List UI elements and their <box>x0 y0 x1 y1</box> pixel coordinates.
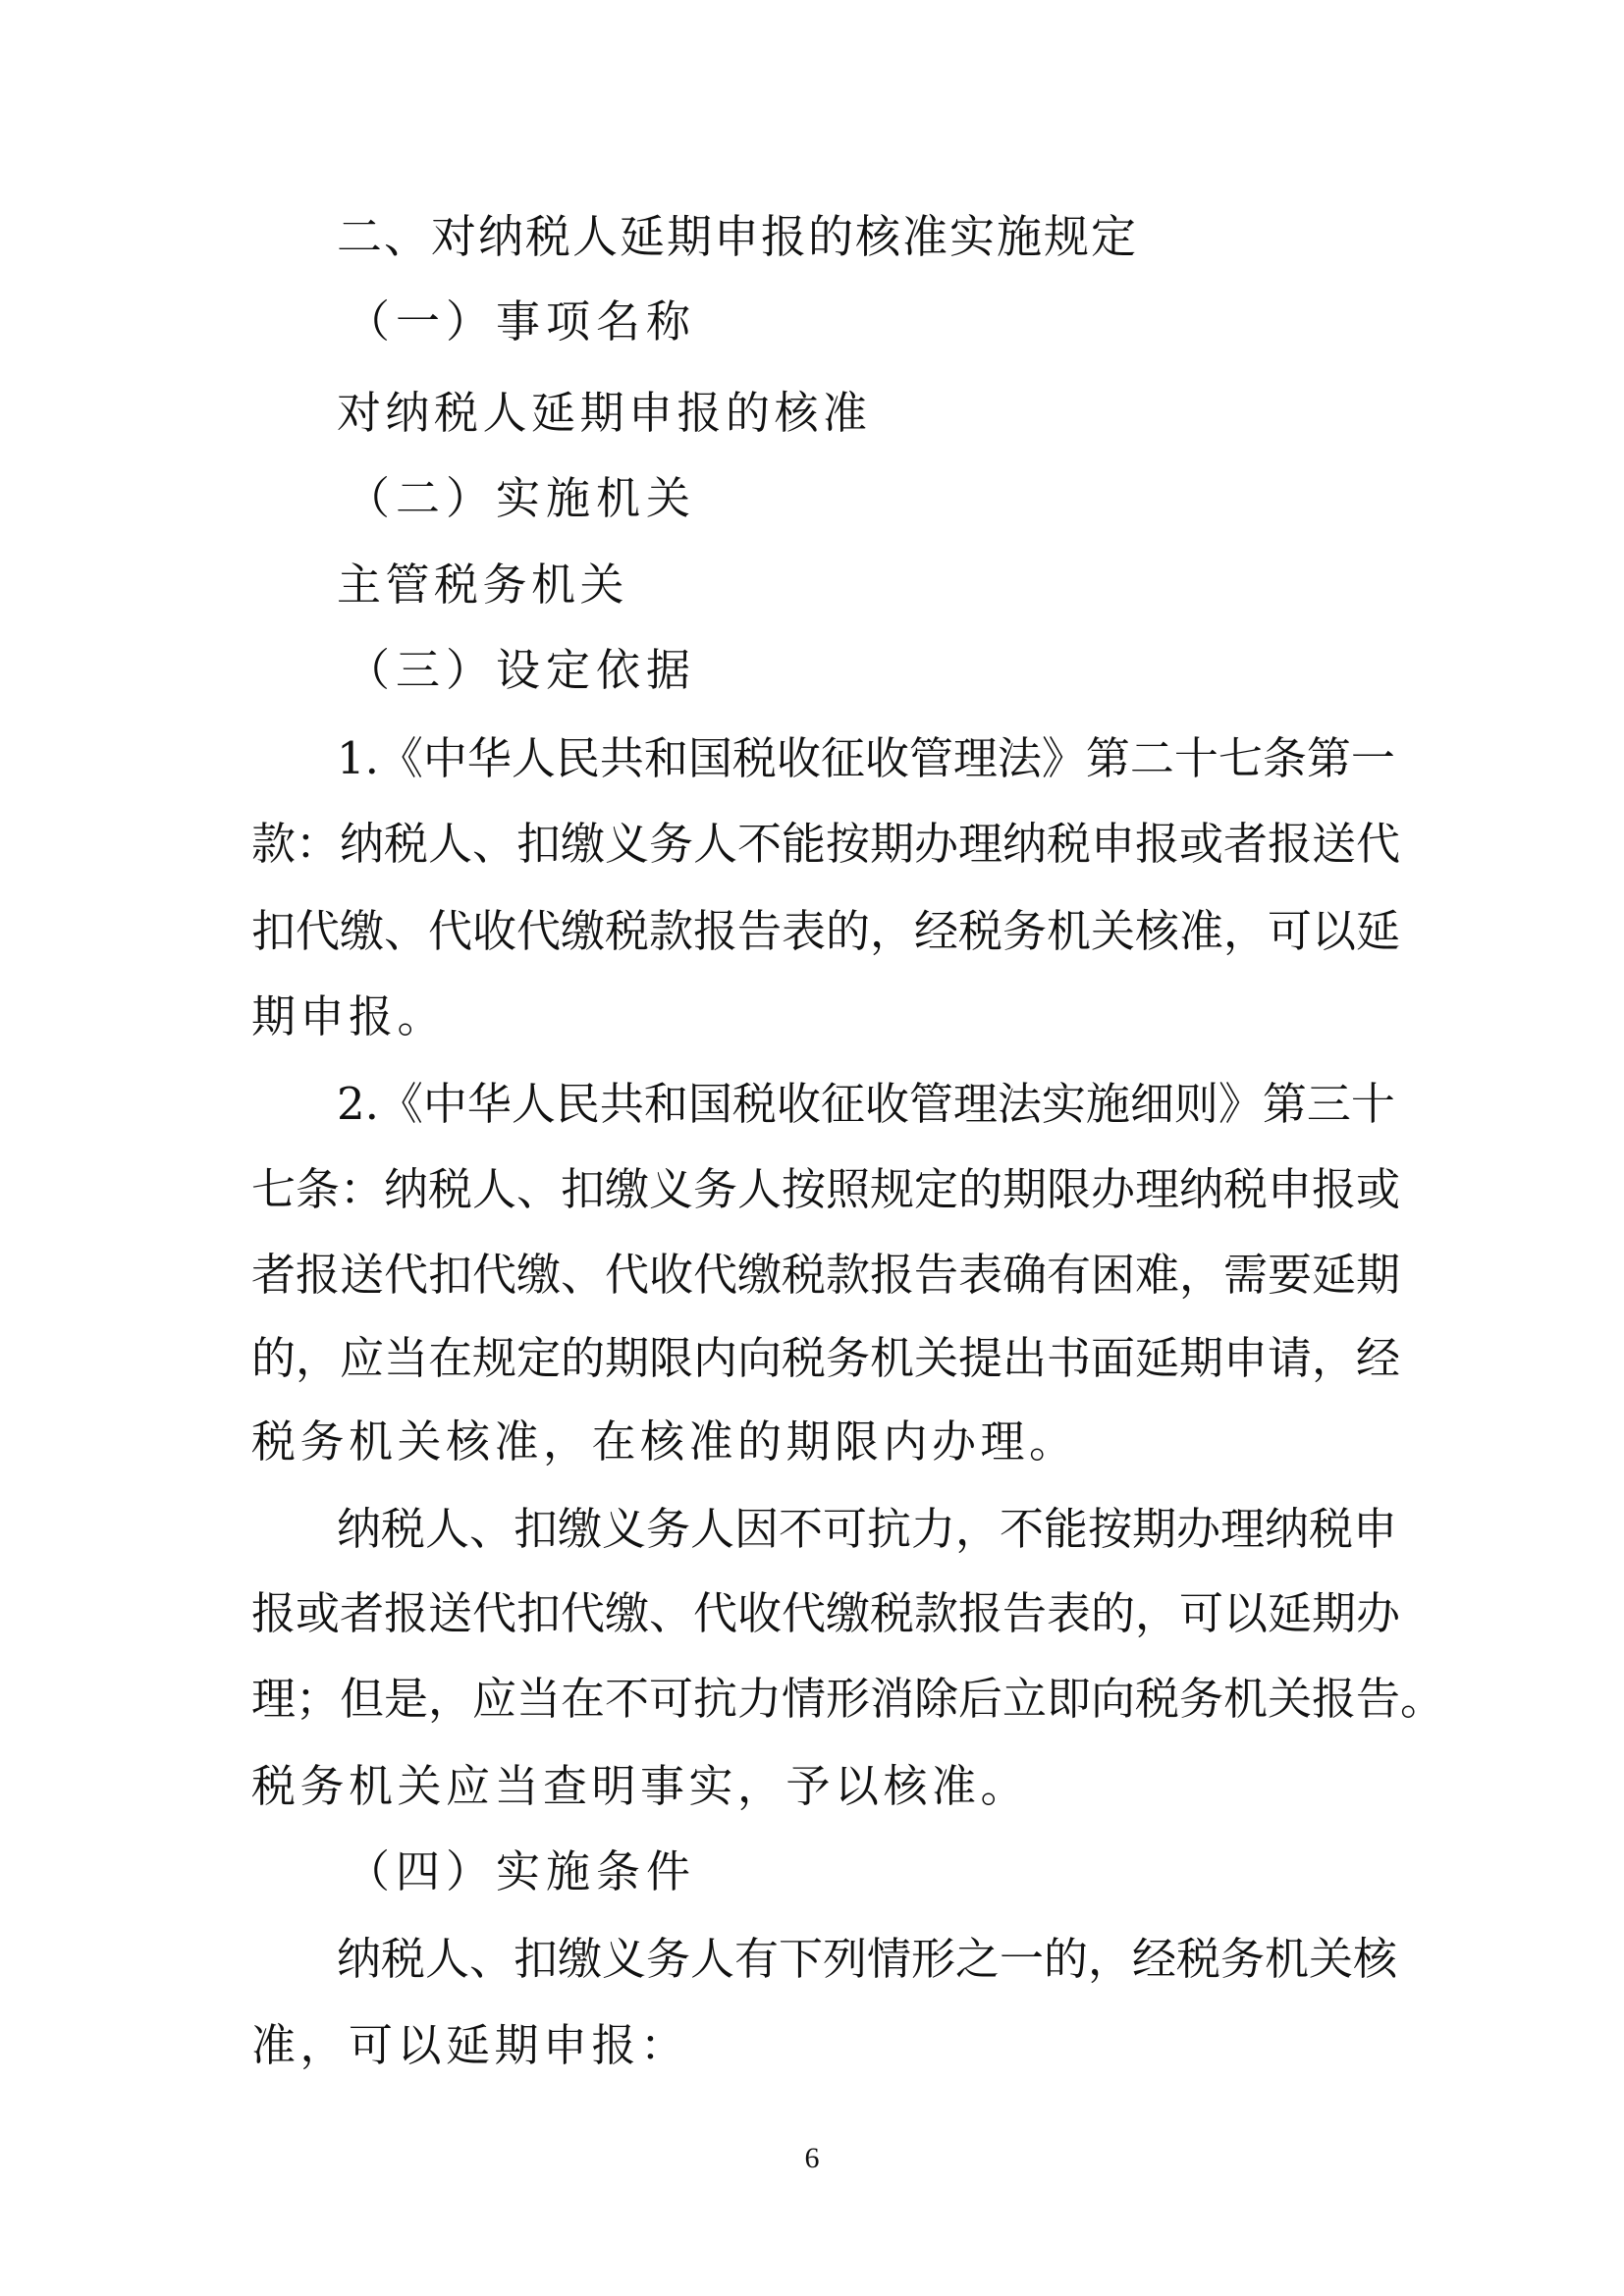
conditions-line2: 准，可以延期申报： <box>251 2019 689 2071</box>
basis-para1-line3: 扣代缴、代收代缴税款报告表的，经税务机关核准，可以延 <box>251 905 1401 957</box>
section-heading: 二、对纳税人延期申报的核准实施规定 <box>337 210 1138 263</box>
basis-para2-line4: 的，应当在规定的期限内向税务机关提出书面延期申请，经 <box>251 1332 1401 1384</box>
basis-para2-line5: 税务机关核准，在核准的期限内办理。 <box>251 1415 1078 1468</box>
basis-para1-line4: 期申报。 <box>251 990 447 1042</box>
basis-para2-line2: 七条：纳税人、扣缴义务人按照规定的期限办理纳税申报或 <box>251 1163 1401 1215</box>
subsection-title-1: （一）事项名称 <box>346 295 697 347</box>
basis-para2-line3: 者报送代扣代缴、代收代缴税款报告表确有困难，需要延期 <box>251 1249 1401 1301</box>
basis-para1-line2: 款：纳税人、扣缴义务人不能按期办理纳税申报或者报送代 <box>251 818 1401 870</box>
basis-para1-line1: 1.《中华人民共和国税收征收管理法》第二十七条第一 <box>337 732 1395 784</box>
basis-para3-line3: 理；但是，应当在不可抗力情形消除后立即向税务机关报告。 <box>251 1673 1445 1725</box>
basis-para3-line1: 纳税人、扣缴义务人因不可抗力，不能按期办理纳税申 <box>337 1503 1398 1555</box>
subsection-title-3: （三）设定依据 <box>346 644 697 696</box>
basis-para3-line4: 税务机关应当查明事实，予以核准。 <box>251 1760 1030 1812</box>
basis-para2-line1: 2.《中华人民共和国税收征收管理法实施细则》第三十 <box>337 1078 1395 1130</box>
basis-para3-line2: 报或者报送代扣代缴、代收代缴税款报告表的，可以延期办 <box>251 1587 1401 1639</box>
implementing-authority-text: 主管税务机关 <box>337 559 629 611</box>
subsection-title-2: （二）实施机关 <box>346 472 697 524</box>
item-name-text: 对纳税人延期申报的核准 <box>337 387 872 439</box>
page-number: 6 <box>804 2142 820 2174</box>
subsection-title-4: （四）实施条件 <box>346 1845 697 1897</box>
conditions-line1: 纳税人、扣缴义务人有下列情形之一的，经税务机关核 <box>337 1933 1398 1985</box>
